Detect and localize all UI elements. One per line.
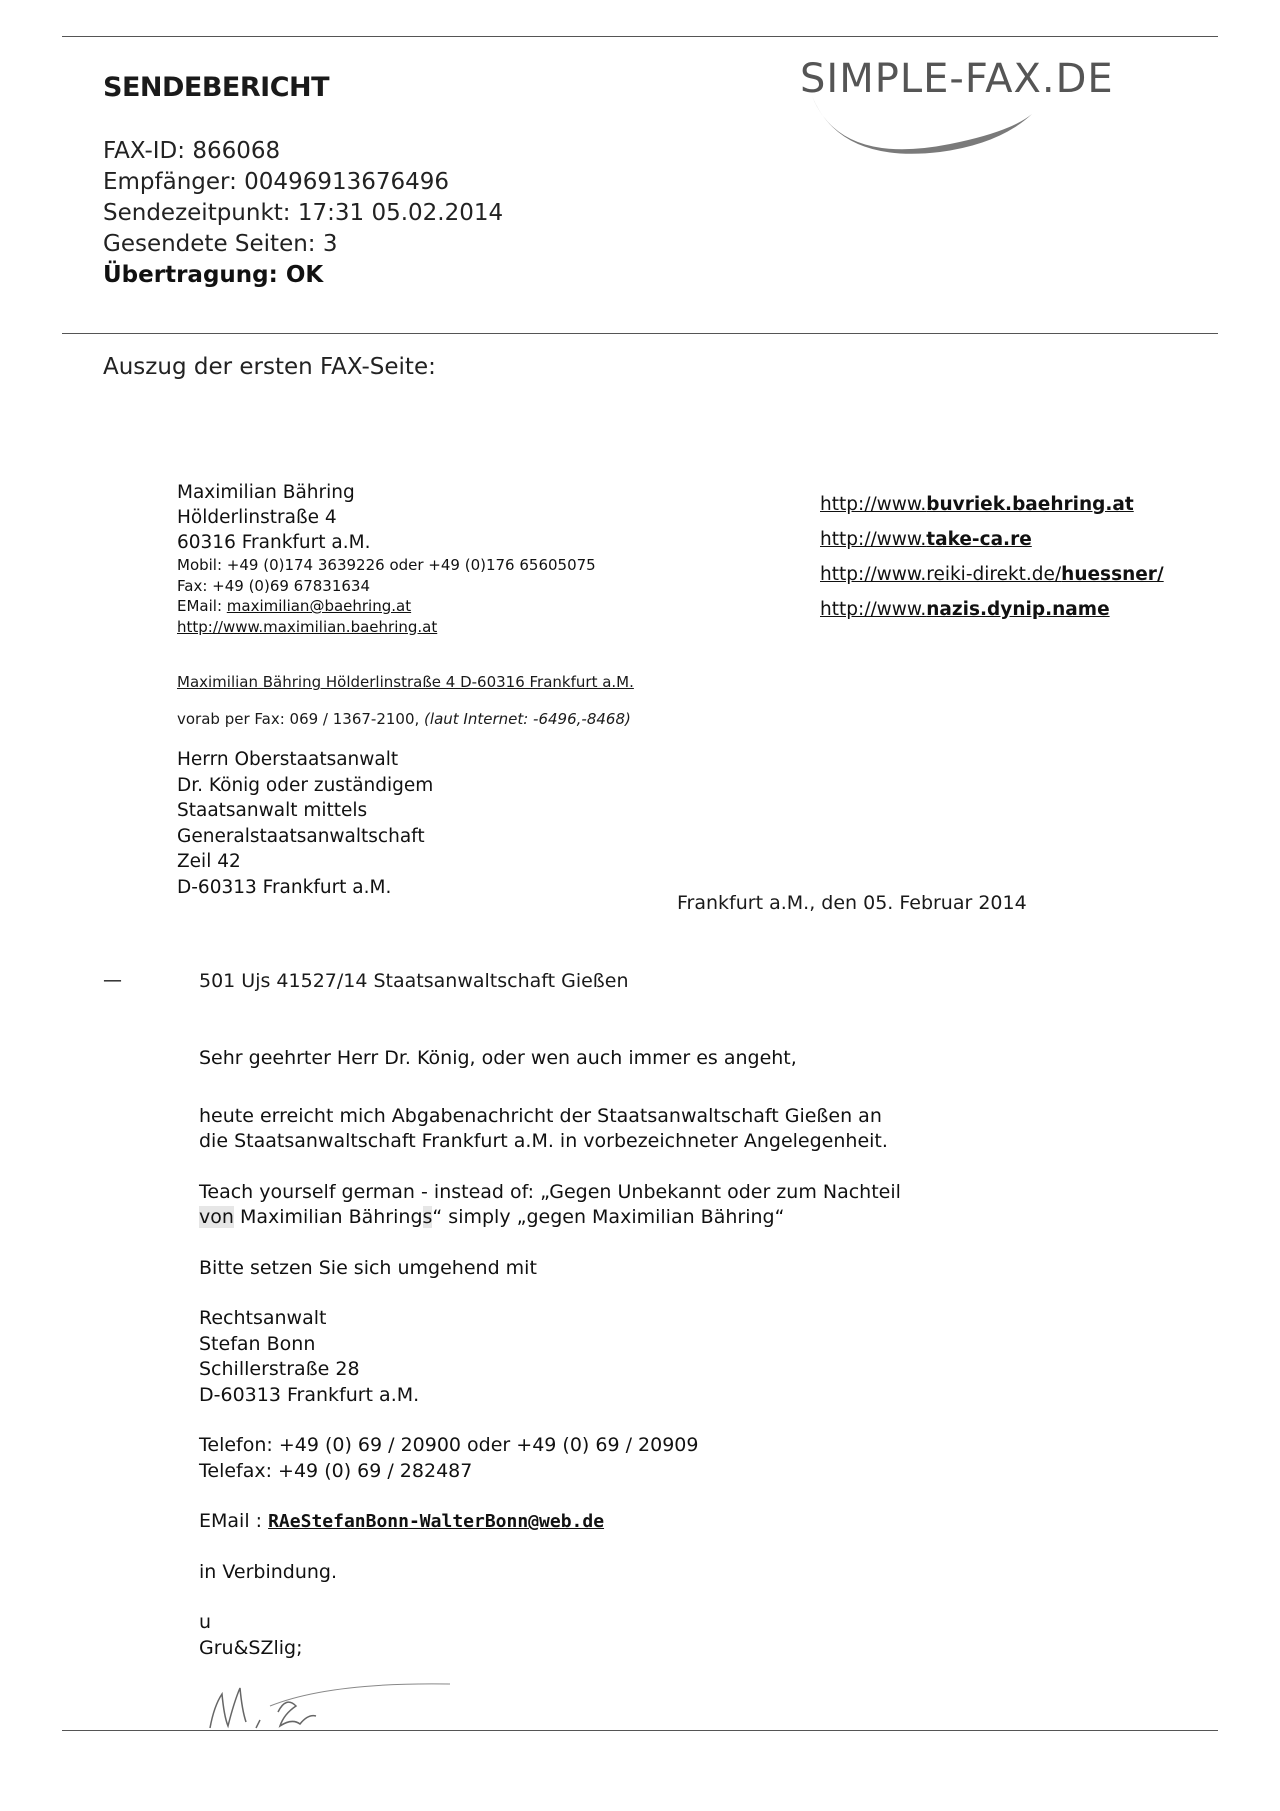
spacer [199,1155,1079,1180]
vorab-fax-line [177,710,631,728]
fax-label: Fax: [177,576,208,595]
body-line: heute erreicht mich Abgabenachricht der Staatsanwaltschaft Gießen an [199,1104,882,1127]
report-title: SENDEBERICHT [103,72,330,103]
sender-city: 60316 Frankfurt a.M. [177,532,371,553]
link-prefix: http://www. [820,599,927,620]
recipient-line: Zeil 42 [177,851,241,872]
mobile-label: Mobil: [177,556,223,574]
highlight: s [422,1206,433,1228]
vorab-note: (laut Internet: -6496,-8468) [424,710,631,728]
spacer [199,1484,1079,1509]
link-reiki[interactable] [820,557,1164,592]
sender-website-link[interactable]: http://www.maximilian.baehring.at [177,617,438,636]
send-time: Sendezeitpunkt: 17:31 05.02.2014 [103,200,504,226]
fold-mark: — [103,969,122,991]
sender-block [177,480,596,637]
lawyer-line: Schillerstraße 28 [199,1358,360,1380]
lawyer-telefax: Telefax: +49 (0) 69 / 282487 [199,1459,473,1482]
link-list [820,487,1164,627]
fax-value: +49 (0)69 67831634 [207,576,371,595]
fax-info [103,136,503,291]
body-line: Teach yourself german - instead of: „Gegen Unbekannt oder zum Nachteil [199,1180,901,1203]
transmission-status: Übertragung: OK [103,262,324,288]
return-address: Maximilian Bähring Hölderlinstraße 4 D-60316 Frankfurt a.M. [177,673,634,691]
fax-recipient: Empfänger: 00496913676496 [103,169,450,195]
body-text: Maximilian Bähring [233,1206,423,1228]
excerpt-label: Auszug der ersten FAX-Seite: [103,354,436,380]
body-line: die Staatsanwaltschaft Frankfurt a.M. in vorbezeichneter Angelegenheit. [199,1130,888,1152]
lawyer-email-link[interactable]: RAeStefanBonn-WalterBonn@web.de [268,1511,605,1532]
spacer [199,1585,1079,1610]
sender-street: Hölderlinstraße 4 [177,507,337,528]
recipient-line: Staatsanwalt mittels [177,800,368,821]
spacer [199,1231,1079,1256]
body-line [199,1205,1079,1231]
u-line: u [199,1611,212,1633]
sender-email-link[interactable]: maximilian@baehring.at [226,597,412,615]
letter-body [199,1046,1079,1661]
closing: in Verbindung. [199,1560,338,1583]
letter-subject: 501 Ujs 41527/14 Staatsanwaltschaft Gießen [199,970,629,992]
spacer [199,1408,1079,1433]
body-text: “ simply „gegen Maximilian Bähring“ [432,1206,785,1228]
link-host: nazis.dynip.name [926,599,1110,620]
top-rule [62,36,1218,37]
lawyer-line: D-60313 Frankfurt a.M. [199,1383,420,1406]
body-line: Bitte setzen Sie sich umgehend mit [199,1256,537,1279]
sender-name: Maximilian Bähring [177,482,355,503]
link-prefix: http://www. [820,529,927,550]
email-label: EMail : [199,1510,269,1532]
vorab-text: vorab per Fax: 069 / 1367-2100, [177,710,425,728]
fax-id: FAX-ID: 866068 [103,138,281,164]
link-host: buvriek.baehring.at [926,494,1134,515]
spacer [199,1281,1079,1306]
lawyer-line: Stefan Bonn [199,1332,316,1355]
sender-mobile [177,555,596,576]
handwritten-signature [200,1666,460,1740]
lawyer-line: Rechtsanwalt [199,1307,327,1329]
link-nazis-dynip[interactable] [820,592,1164,627]
pages-sent: Gesendete Seiten: 3 [103,231,338,257]
link-prefix: http://www. [820,494,927,515]
link-host: take-ca.re [926,529,1032,550]
link-take-care[interactable] [820,522,1164,557]
greeting: Gru&SZlig; [199,1636,303,1659]
bottom-rule [62,1730,1218,1731]
salutation: Sehr geehrter Herr Dr. König, oder wen auch immer es angeht, [199,1047,797,1069]
recipient-line: D-60313 Frankfurt a.M. [177,876,392,898]
link-host: huessner/ [1061,564,1164,585]
logo-text: SIMPLE-FAX.DE [800,56,1114,102]
spacer [199,1535,1079,1560]
sender-email [177,596,596,617]
sender-fax [177,576,596,597]
recipient-line: Herrn Oberstaatsanwalt [177,749,399,770]
simple-fax-logo [800,56,1200,156]
lawyer-phone: Telefon: +49 (0) 69 / 20900 oder +49 (0) 69 / 20909 [199,1434,699,1456]
recipient-block [177,747,433,900]
link-buvriek[interactable] [820,487,1164,522]
link-prefix: http://www.reiki-direkt.de/ [820,564,1062,585]
mobile-value: +49 (0)174 3639226 oder +49 (0)176 65605075 [222,556,596,574]
lawyer-email [199,1509,1079,1535]
email-label: EMail: [177,597,222,615]
recipient-line: Generalstaatsanwaltschaft [177,825,425,847]
middle-rule [62,333,1218,334]
highlight: von [199,1206,234,1228]
letter-date: Frankfurt a.M., den 05. Februar 2014 [677,892,1027,914]
spacer [199,1072,1079,1104]
signature-icon [200,1666,460,1736]
recipient-line: Dr. König oder zuständigem [177,774,434,796]
